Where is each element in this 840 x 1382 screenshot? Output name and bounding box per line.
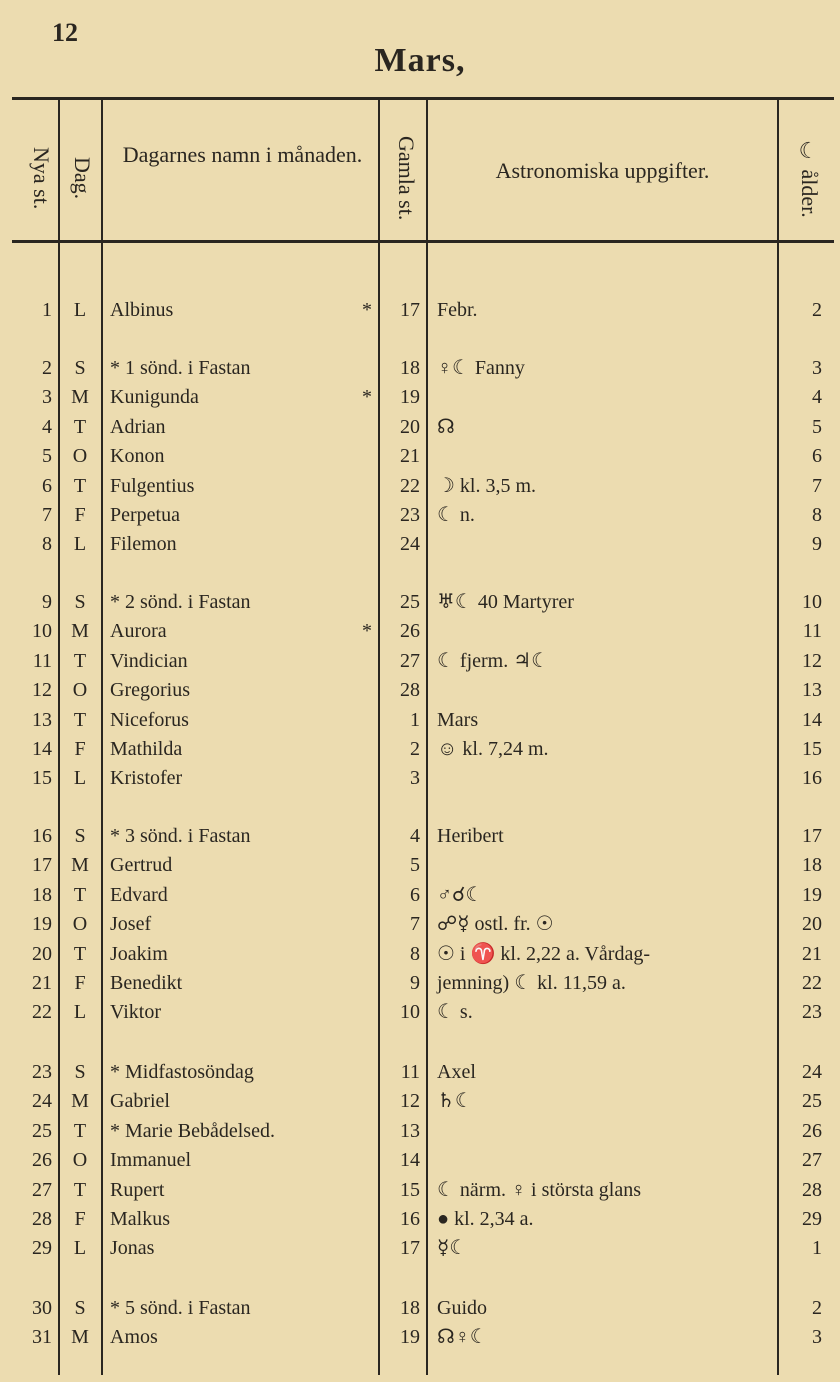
astronomical-note: ☉ i ♈ kl. 2,22 a. Vårdag- [437,942,650,965]
moon-age: 27 [802,1149,822,1172]
astronomical-note: ● kl. 2,34 a. [437,1208,534,1230]
header-gamla-st: Gamla st. [394,135,419,221]
day-number-old-style: 4 [410,825,420,847]
day-name: Fulgentius [110,474,195,497]
column-divider [777,100,779,1375]
day-number-new-style: 15 [32,767,52,790]
day-number-old-style: 25 [400,591,420,613]
weekday-letter: M [71,1326,89,1349]
day-number-new-style: 1 [42,299,52,321]
astronomical-note: ♂☌☾ [437,883,484,906]
day-number-new-style: 20 [32,942,52,965]
day-name: Rupert [110,1178,165,1201]
astronomical-note: ♄☾ [437,1090,473,1113]
day-name: Vindician [110,649,188,672]
day-number-new-style: 22 [32,1001,52,1024]
day-name: * 2 sönd. i Fastan [110,591,251,613]
day-number-old-style: 28 [400,679,420,702]
astronomical-note: Axel [437,1061,476,1083]
day-number-new-style: 2 [42,357,52,379]
day-number-new-style: 28 [32,1208,52,1230]
column-divider [58,100,60,1375]
weekday-letter: T [73,883,87,906]
moon-age: 3 [812,1326,822,1349]
moon-age: 12 [802,649,822,672]
moon-age: 2 [812,299,822,321]
moon-age: 17 [802,825,822,847]
moon-age: 16 [802,767,822,790]
weekday-letter: L [73,767,87,790]
moon-age: 26 [802,1119,822,1142]
day-number-new-style: 4 [42,415,52,438]
day-number-old-style: 17 [400,299,420,321]
day-number-new-style: 7 [42,504,52,526]
moon-age: 21 [802,942,822,965]
weekday-letter: S [74,1061,86,1083]
day-name: * 5 sönd. i Fastan [110,1297,251,1319]
day-number-new-style: 24 [32,1090,52,1113]
day-number-old-style: 3 [410,767,420,790]
day-name: Aurora [110,620,167,643]
day-number-new-style: 25 [32,1119,52,1142]
moon-age: 8 [812,504,822,526]
moon-age: 28 [802,1178,822,1201]
day-number-old-style: 26 [400,620,420,643]
weekday-letter: L [73,299,87,321]
day-name: Joakim [110,942,168,965]
weekday-letter: T [73,1119,87,1142]
astronomical-note: ☊♀☾ [437,1326,488,1349]
astronomical-note: Mars [437,708,479,731]
day-number-old-style: 27 [400,649,420,672]
day-number-old-style: 24 [400,533,420,556]
day-name: Kristofer [110,767,183,790]
moon-age: 7 [812,474,822,497]
day-name: Konon [110,445,165,468]
weekday-letter: F [74,1208,86,1230]
page-number: 12 [52,18,78,47]
day-name: Perpetua [110,504,180,526]
day-number-new-style: 8 [42,533,52,556]
column-divider [426,100,428,1375]
day-number-old-style: 23 [400,504,420,526]
moon-age: 6 [812,445,822,468]
day-name: * 3 sönd. i Fastan [110,825,251,847]
weekday-letter: M [71,854,89,877]
day-number-new-style: 17 [32,854,52,877]
astronomical-note: ☊ [437,415,455,438]
weekday-letter: T [73,649,87,672]
moon-age: 20 [802,913,822,936]
day-number-old-style: 7 [410,913,420,936]
astronomical-note: ♅☾ 40 Martyrer [437,591,574,613]
header-day-names: Dagarnes namn i månaden. [122,142,363,167]
day-name: Gertrud [110,854,173,877]
day-number-new-style: 5 [42,445,52,468]
day-name: Immanuel [110,1149,192,1172]
day-number-new-style: 30 [32,1297,52,1319]
day-number-new-style: 18 [32,883,52,906]
weekday-letter: T [73,415,87,438]
day-name: Albinus [110,299,174,321]
day-number-old-style: 20 [400,415,420,438]
weekday-letter: O [72,445,88,468]
day-name: Kunigunda [110,386,199,409]
weekday-letter: L [73,533,87,556]
day-number-old-style: 2 [410,738,420,760]
day-name: Mathilda [110,738,183,760]
day-number-old-style: 16 [400,1208,420,1230]
weekday-letter: F [74,504,86,526]
moon-age: 22 [802,972,822,994]
day-number-new-style: 9 [42,591,52,613]
day-name: * Midfastosöndag [110,1061,254,1083]
weekday-letter: S [74,1297,86,1319]
weekday-letter: O [72,1149,88,1172]
moon-age: 19 [802,883,822,906]
weekday-letter: T [73,708,87,731]
header-moon-age: ☾ ålder. [797,138,822,218]
day-number-new-style: 6 [42,474,52,497]
day-number-old-style: 19 [400,1326,420,1349]
weekday-letter: F [74,972,86,994]
moon-age: 2 [812,1297,822,1319]
day-number-old-style: 9 [410,972,420,994]
weekday-letter: T [73,942,87,965]
header-astronomical: Astronomiska uppgifter. [495,158,710,183]
astronomical-note: ☽ kl. 3,5 m. [437,474,537,497]
moon-age: 14 [802,708,822,731]
weekday-letter: L [73,1001,87,1024]
day-number-new-style: 10 [32,620,52,643]
day-name: Gregorius [110,679,190,702]
header-nya-st: Nya st. [29,146,54,210]
day-number-old-style: 11 [400,1061,420,1083]
day-number-new-style: 19 [32,913,52,936]
weekday-letter: O [72,679,88,702]
moon-age: 24 [802,1061,822,1083]
moon-age: 15 [802,738,822,760]
day-number-new-style: 23 [32,1061,52,1083]
moon-age: 4 [812,386,822,409]
day-name: Adrian [110,415,166,438]
day-name: Edvard [110,883,168,906]
moon-age: 29 [802,1208,822,1230]
astronomical-note: ☺ kl. 7,24 m. [437,738,549,760]
moon-age: 5 [812,415,822,438]
weekday-letter: L [73,1237,87,1260]
day-number-old-style: 18 [400,1297,420,1319]
day-name: Amos [110,1326,158,1349]
day-number-new-style: 3 [42,386,52,409]
day-name: Gabriel [110,1090,170,1113]
holiday-mark: * [362,386,372,409]
astronomical-note: Guido [437,1297,487,1319]
holiday-mark: * [362,299,372,321]
astronomical-note: ☾ n. [437,504,475,526]
weekday-letter: S [74,591,86,613]
weekday-letter: M [71,386,89,409]
moon-age: 11 [802,620,822,643]
moon-age: 18 [802,854,822,877]
day-number-new-style: 16 [32,825,52,847]
moon-age: 9 [812,533,822,556]
astronomical-note: Febr. [437,299,478,321]
astronomical-note: ☾ närm. ♀ i största glans [437,1178,642,1201]
weekday-letter: O [72,913,88,936]
day-number-old-style: 12 [400,1090,420,1113]
moon-age: 13 [802,679,822,702]
day-number-old-style: 8 [410,942,420,965]
moon-age: 10 [802,591,822,613]
astronomical-note: ☿☾ [437,1237,468,1260]
astronomical-note: Heribert [437,825,504,847]
day-number-new-style: 12 [32,679,52,702]
day-name: Malkus [110,1208,170,1230]
moon-age: 25 [802,1090,822,1113]
day-name: Josef [110,913,152,936]
day-number-old-style: 1 [410,708,420,731]
astronomical-note: ☍☿ ostl. fr. ☉ [437,913,554,936]
day-name: * 1 sönd. i Fastan [110,357,251,379]
day-number-new-style: 27 [32,1178,52,1201]
day-name: * Marie Bebådelsed. [110,1119,275,1142]
weekday-letter: M [71,620,89,643]
weekday-letter: T [73,474,87,497]
day-number-new-style: 13 [32,708,52,731]
weekday-letter: S [74,357,86,379]
day-name: Filemon [110,533,177,556]
day-number-old-style: 10 [400,1001,420,1024]
day-number-old-style: 21 [400,445,420,468]
month-title: Mars, [374,42,466,79]
astronomical-note: ☾ s. [437,1001,473,1024]
day-number-old-style: 5 [410,854,420,877]
day-number-new-style: 31 [32,1326,52,1349]
top-rule [12,97,834,100]
day-number-new-style: 29 [32,1237,52,1260]
moon-age: 23 [802,1001,822,1024]
weekday-letter: T [73,1178,87,1201]
astronomical-note: jemning) ☾ kl. 11,59 a. [437,972,626,994]
moon-age: 3 [812,357,822,379]
day-name: Niceforus [110,708,189,731]
day-number-old-style: 18 [400,357,420,379]
weekday-letter: S [74,825,86,847]
day-name: Viktor [110,1001,162,1024]
day-number-new-style: 26 [32,1149,52,1172]
day-name: Benedikt [110,972,183,994]
day-number-new-style: 11 [32,649,52,672]
weekday-letter: F [74,738,86,760]
moon-age: 1 [812,1237,822,1260]
weekday-letter: M [71,1090,89,1113]
day-number-old-style: 17 [400,1237,420,1260]
header-rule [12,240,834,243]
day-number-old-style: 14 [400,1149,420,1172]
holiday-mark: * [362,620,372,643]
astronomical-note: ♀☾ Fanny [437,357,525,379]
astronomical-note: ☾ fjerm. ♃☾ [437,649,550,672]
day-number-old-style: 15 [400,1178,420,1201]
day-number-old-style: 6 [410,883,420,906]
header-dag: Dag. [70,156,95,200]
day-number-old-style: 13 [400,1119,420,1142]
day-name: Jonas [110,1237,155,1260]
day-number-new-style: 21 [32,972,52,994]
day-number-old-style: 22 [400,474,420,497]
column-divider [101,100,103,1375]
day-number-new-style: 14 [32,738,52,760]
day-number-old-style: 19 [400,386,420,409]
